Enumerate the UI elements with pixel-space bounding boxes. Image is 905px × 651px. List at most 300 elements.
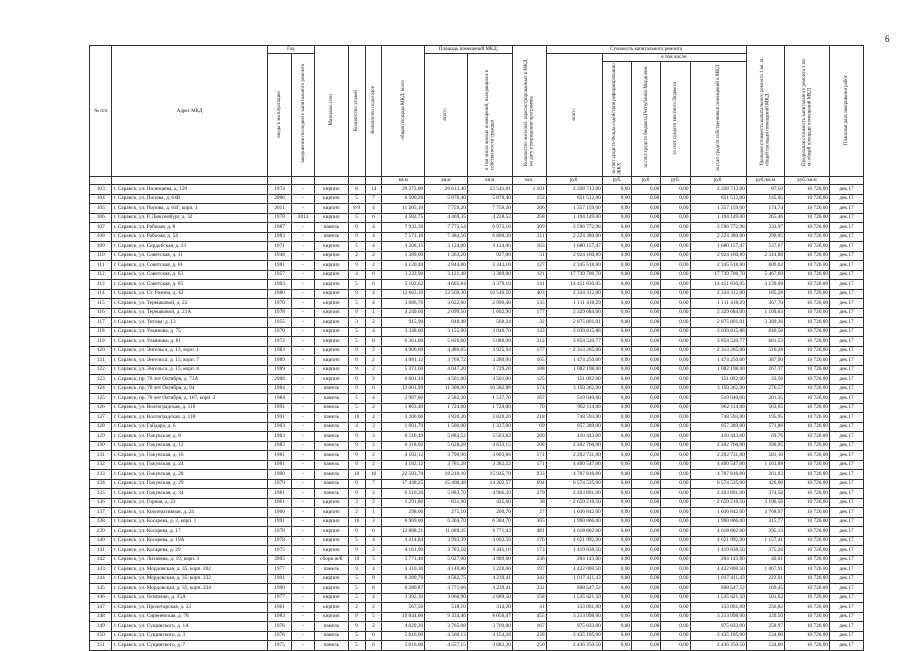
table-cell: 1981	[267, 460, 292, 470]
table-cell: 1 101	[512, 185, 546, 195]
table-cell: 133 061,00	[546, 603, 602, 613]
table-row	[90, 546, 864, 556]
table-cell: 4 469,35	[425, 213, 468, 223]
table-cell: 111	[90, 261, 112, 271]
table-cell: 0,00	[661, 631, 690, 641]
table-cell: кирпич	[314, 546, 348, 556]
table-cell: 10 726,00	[785, 527, 830, 537]
table-cell: г. Саранск, ул. Пролетарская, д. 33	[112, 603, 267, 613]
table-cell: 4 501,00	[425, 375, 468, 385]
unit-cell	[267, 177, 292, 185]
table-cell: 3	[365, 422, 382, 432]
table-cell: 5 771,40	[382, 555, 425, 565]
table-cell: 1 194 149,00	[546, 213, 602, 223]
table-cell: 0,00	[602, 517, 631, 527]
table-cell: 135	[90, 489, 112, 499]
table-cell: 5	[348, 299, 365, 309]
table-cell: кирпич	[314, 346, 348, 356]
table-cell: 121	[512, 270, 546, 280]
unit-cell	[830, 177, 864, 185]
header-total-area-text: общая площадь МКД, всего	[400, 80, 406, 140]
table-cell: 275,10	[425, 508, 468, 518]
table-cell: дек.17	[830, 213, 864, 223]
table-cell: г. Саранск, ул. Терешковой, д. 22	[112, 299, 267, 309]
table-cell: 6 500,20	[382, 194, 425, 204]
table-cell: г. Саранск, ул. Горная, д. 23	[112, 498, 267, 508]
unit-cell	[348, 177, 365, 185]
table-cell: 609,62	[746, 261, 784, 271]
table-cell: кирпич	[314, 242, 348, 252]
table-cell: 10 726,00	[785, 185, 830, 195]
table-cell: 962 114,00	[690, 403, 746, 413]
table-cell: 4	[348, 422, 365, 432]
table-cell: 975 033,00	[690, 622, 746, 632]
table-cell: 2 202 731,00	[690, 451, 746, 461]
unit-cell	[292, 177, 315, 185]
table-cell: 10	[348, 470, 365, 480]
table-cell: -	[292, 603, 315, 613]
table-cell: 1 157,41	[746, 536, 784, 546]
table-cell: 3 086,70	[382, 299, 425, 309]
table-cell: 9	[348, 527, 365, 537]
table-cell: 10 726,00	[785, 194, 830, 204]
table-cell: дек.17	[830, 508, 864, 518]
table-cell: 0,00	[632, 375, 661, 385]
table-cell: 0,00	[661, 327, 690, 337]
table-cell: 2011	[267, 204, 292, 214]
table-cell: 2 202 766,00	[690, 441, 746, 451]
table-cell: 204 143,00	[690, 555, 746, 565]
table-cell: 0,00	[661, 641, 690, 651]
table-cell: 0,00	[661, 498, 690, 508]
table-cell: 1977	[267, 593, 292, 603]
table-row	[90, 403, 864, 413]
table-cell: 3 379,10	[467, 280, 512, 290]
table-cell: 0,00	[632, 641, 661, 651]
table-cell: 151 062,00	[546, 375, 602, 385]
table-cell: панель	[314, 394, 348, 404]
table-cell: 2 596 772,98	[690, 223, 746, 233]
table-cell: 4 422 000,50	[546, 565, 602, 575]
table-cell: 390,95	[746, 441, 784, 451]
table-cell: 4 621 992,00	[690, 536, 746, 546]
table-cell: 563,65	[746, 403, 784, 413]
table-cell: 17 739 706,70	[546, 270, 602, 280]
table-cell: 4	[365, 232, 382, 242]
table-cell: 258	[512, 213, 546, 223]
table-cell: 3	[365, 517, 382, 527]
table-cell: 3 854 520,77	[546, 337, 602, 347]
table-cell: 1981	[267, 261, 292, 271]
table-cell: 136	[90, 498, 112, 508]
table-cell: 1976	[267, 631, 292, 641]
table-cell: 169,45	[746, 584, 784, 594]
table-row	[90, 527, 864, 537]
table-cell: 0,00	[602, 432, 631, 442]
table-cell: 0,00	[632, 555, 661, 565]
table-cell: 305	[512, 517, 546, 527]
table-row	[90, 565, 864, 575]
table-cell: 5	[365, 555, 382, 565]
table-cell: 4 989,60	[467, 555, 512, 565]
table-cell: 857 289,00	[690, 422, 746, 432]
header-cost: Стоимость капитального ремонта	[546, 46, 746, 54]
table-cell: г. Саранск, ул. Советская, д. 65	[112, 280, 267, 290]
table-cell: 195,95	[746, 413, 784, 423]
table-cell: 501,62	[746, 593, 784, 603]
header-cost-all	[546, 54, 602, 177]
table-cell: 7	[365, 194, 382, 204]
table-cell: 410 443,00	[546, 432, 602, 442]
table-cell: 5	[348, 394, 365, 404]
table-cell: 2 039 815,88	[690, 327, 746, 337]
table-cell: -	[292, 261, 315, 271]
table-cell: 2 435 105,00	[546, 631, 602, 641]
table-cell: 1 111 418,29	[690, 299, 746, 309]
table-cell: 6 001,10	[382, 375, 425, 385]
table-cell: дек.17	[830, 574, 864, 584]
unit-cell: кв.м	[382, 177, 425, 185]
table-cell: 0,00	[632, 308, 661, 318]
table-cell: 1 067,91	[746, 565, 784, 575]
table-cell: 8	[365, 584, 382, 594]
table-cell: 5 080,90	[467, 337, 512, 347]
table-cell: 222,01	[746, 574, 784, 584]
table-cell: 3	[365, 441, 382, 451]
table-cell: 4	[365, 536, 382, 546]
table-row	[90, 422, 864, 432]
table-cell: 5	[348, 327, 365, 337]
table-cell: 128	[90, 422, 112, 432]
table-cell: 0,00	[661, 270, 690, 280]
table-cell: 0,00	[602, 413, 631, 423]
table-cell: 9 434,46	[425, 612, 468, 622]
table-cell: дек.17	[830, 327, 864, 337]
table-cell: 1978	[267, 527, 292, 537]
table-row	[90, 631, 864, 641]
table-cell: 5	[348, 631, 365, 641]
table-cell: 0,00	[661, 242, 690, 252]
table-cell: 4 767 816,00	[546, 470, 602, 480]
table-cell: г. Саранск, ул. Гожувская, д. 34	[112, 489, 267, 499]
table-cell: г. Саранск, ул. Энгельса, д. 15, корп. 7	[112, 356, 267, 366]
table-cell: 4 767 816,00	[690, 470, 746, 480]
table-cell: 0,00	[602, 546, 631, 556]
table-cell: 848,48	[425, 318, 468, 328]
table-cell: 5 102,62	[382, 280, 425, 290]
table-cell: 1 724,00	[425, 403, 468, 413]
table-cell: 3 854 520,77	[690, 337, 746, 347]
table-cell: 0,00	[602, 584, 631, 594]
unit-cell: руб.	[546, 177, 602, 185]
table-cell: -	[292, 432, 315, 442]
table-cell: 0,00	[661, 365, 690, 375]
table-cell: 0,00	[632, 356, 661, 366]
table-cell: 1 419 838,50	[546, 546, 602, 556]
table-cell: 455	[512, 612, 546, 622]
table-cell: 1961	[267, 498, 292, 508]
table-cell: г. Саранск, ул. Мордовская, д. 35, корп. 234	[112, 584, 267, 594]
table-cell: 107	[90, 223, 112, 233]
table-cell: 516,28	[746, 346, 784, 356]
table-cell: 123	[90, 375, 112, 385]
table-cell: 3 213 998,00	[690, 612, 746, 622]
table-cell: кирпич	[314, 517, 348, 527]
table-cell: 5	[348, 194, 365, 204]
table-cell: 2	[365, 261, 382, 271]
table-cell: дек.17	[830, 479, 864, 489]
unit-cell: руб.	[661, 177, 690, 185]
table-cell: г. Саранск, ул. Гожувская, д. 24	[112, 460, 267, 470]
table-cell: кирпич	[314, 536, 348, 546]
table-cell: 1 017 411,43	[546, 574, 602, 584]
table-cell: 2 202 731,00	[546, 451, 602, 461]
table-row	[90, 346, 864, 356]
table-cell: 1984	[267, 384, 292, 394]
table-cell: 315,77	[746, 517, 784, 527]
table-cell: г. Саранск, ул. Советская, д. 11	[112, 251, 267, 261]
table-cell: 2 659 218,50	[546, 498, 602, 508]
table-cell: 119	[90, 337, 112, 347]
table-cell: г. Саранск, ул. Осипенко, д. 35А	[112, 593, 267, 603]
table-cell: 0,00	[661, 280, 690, 290]
table-cell: 0,00	[602, 565, 631, 575]
table-row	[90, 384, 864, 394]
table-cell: 4 029,20	[382, 622, 425, 632]
table-cell: 2 924 160,89	[690, 251, 746, 261]
header-entrances	[365, 46, 382, 177]
table-cell: 5 883,70	[425, 489, 468, 499]
table-cell: г. Саранск, ул. Полежаева, д. 120	[112, 185, 267, 195]
table-cell: г. Саранск, ул. Терешковой, д. 21А	[112, 308, 267, 318]
table-cell: 4 633,15	[467, 441, 512, 451]
header-total-area	[382, 46, 425, 177]
table-cell: 5 870,40	[467, 194, 512, 204]
table-cell: 2	[365, 346, 382, 356]
table-cell: 0,00	[632, 584, 661, 594]
table-cell: -	[292, 536, 315, 546]
table-cell: 1 537,70	[467, 394, 512, 404]
table-cell: 6 304,70	[467, 517, 512, 527]
table-cell: 1983	[267, 612, 292, 622]
table-cell: 1 990 806,00	[690, 517, 746, 527]
table-cell: панель	[314, 479, 348, 489]
table-cell: 5	[348, 337, 365, 347]
table-cell: -	[292, 232, 315, 242]
table-cell: 0,00	[661, 337, 690, 347]
table-cell: 6	[365, 527, 382, 537]
table-cell: 3 208,15	[382, 242, 425, 252]
table-cell: 0,00	[661, 261, 690, 271]
table-cell: -	[292, 365, 315, 375]
table-cell: 4	[348, 270, 365, 280]
table-cell: дек.17	[830, 603, 864, 613]
table-cell: 0,00	[602, 555, 631, 565]
table-cell: 1 082 198,00	[690, 365, 746, 375]
table-cell: г. Саранск, ул. Сущинского, д. 3	[112, 631, 267, 641]
table-cell: 1 990 806,00	[546, 517, 602, 527]
table-cell: 0,00	[632, 479, 661, 489]
table-cell: г. Саранск, ул. Р. Люксембург, д. 32	[112, 213, 267, 223]
table-cell: 3 233,90	[382, 270, 425, 280]
table-cell: 5	[348, 403, 365, 413]
header-year-built	[267, 54, 292, 177]
table-cell: 851 512,00	[546, 194, 602, 204]
table-cell: 3 603,66	[467, 451, 512, 461]
table-row	[90, 622, 864, 632]
table-cell: 14 451 830,05	[690, 280, 746, 290]
table-cell: 7 759,20	[467, 204, 512, 214]
table-cell: 10 726,00	[785, 251, 830, 261]
table-cell: 1991	[267, 574, 292, 584]
table-cell: 0,00	[661, 441, 690, 451]
table-cell: 9	[348, 365, 365, 375]
table-cell: 0,00	[632, 394, 661, 404]
table-cell: 0,00	[632, 603, 661, 613]
table-cell: 7 759,20	[425, 204, 468, 214]
table-cell: 2 689,50	[467, 593, 512, 603]
table-row	[90, 584, 864, 594]
table-cell: 0,00	[632, 232, 661, 242]
table-cell: 1989	[267, 356, 292, 366]
table-cell: 10 726,00	[785, 555, 830, 565]
table-cell: 426,90	[746, 479, 784, 489]
header-plan-date	[830, 46, 864, 177]
table-cell: 0,00	[661, 612, 690, 622]
table-cell: 0,00	[661, 593, 690, 603]
table-cell: 3 121,48	[425, 270, 468, 280]
table-cell: дек.17	[830, 641, 864, 651]
table-cell: 2 329 684,00	[690, 308, 746, 318]
table-cell: панель	[314, 422, 348, 432]
table-cell: 26 613,46	[425, 185, 468, 195]
table-cell: 4 582,75	[382, 213, 425, 223]
table-cell: 9	[348, 451, 365, 461]
table-cell: 10 726,00	[785, 270, 830, 280]
table-cell: 851 512,00	[690, 194, 746, 204]
table-cell: 646,56	[746, 327, 784, 337]
table-cell: 4 582,75	[425, 574, 468, 584]
table-cell: г. Саранск, ул. Ульянова, д. 81	[112, 337, 267, 347]
table-cell: -	[292, 555, 315, 565]
table-cell: 0,00	[661, 213, 690, 223]
table-cell: 3 124,00	[425, 242, 468, 252]
table-cell: 1 337,00	[467, 422, 512, 432]
table-cell: 6 280,76	[382, 574, 425, 584]
table-cell: 0,00	[632, 384, 661, 394]
table-cell: 10 546,50	[467, 289, 512, 299]
table-row	[90, 194, 864, 204]
table-cell: г. Саранск, ул. Титова, д. 13	[112, 318, 267, 328]
table-cell: 0,00	[632, 422, 661, 432]
table-cell: 0,00	[602, 242, 631, 252]
table-cell: 0,00	[661, 451, 690, 461]
table-cell: дек.17	[830, 489, 864, 499]
table-cell: 298,00	[382, 508, 425, 518]
table-cell: 0,00	[661, 479, 690, 489]
table-cell: 3 150 362,00	[690, 384, 746, 394]
table-cell: 0,00	[602, 612, 631, 622]
table-row	[90, 394, 864, 404]
table-cell: -	[292, 318, 315, 328]
table-cell: 151	[90, 641, 112, 651]
table-cell: 118	[90, 327, 112, 337]
table-cell: 4 400 547,00	[690, 460, 746, 470]
table-cell: панель	[314, 622, 348, 632]
table-cell: 2	[365, 403, 382, 413]
header-fed-text: за счет средств Фонда содействия реформированию ЖКХ	[611, 63, 622, 174]
table-cell: 0,00	[661, 318, 690, 328]
header-residents-text: Количество жителей, зарегистрированных в МКД на дату утверждения программы	[523, 59, 535, 166]
table-cell: 1 535 421,50	[690, 593, 746, 603]
table-cell: 70	[512, 403, 546, 413]
table-cell: 0,00	[632, 527, 661, 537]
table-cell: г. Саранск, ул. Сиреневская, д. 78	[112, 612, 267, 622]
table-cell: 3 382,22	[467, 460, 512, 470]
table-cell: 8	[365, 574, 382, 584]
table-cell: 1990	[267, 470, 292, 480]
table-cell: 0,00	[661, 508, 690, 518]
table-cell: 3 769,72	[425, 356, 468, 366]
table-row	[90, 251, 864, 261]
table-cell: 8	[348, 185, 365, 195]
table-cell: панель	[314, 641, 348, 651]
table-cell: 10 726,00	[785, 517, 830, 527]
table-cell: 0,00	[661, 489, 690, 499]
table-row	[90, 536, 864, 546]
table-cell: г. Саранск, ул. Рабочая, д. 8	[112, 223, 267, 233]
table-cell: 3 022,60	[425, 299, 468, 309]
table-cell: 2	[365, 413, 382, 423]
table-cell: 1 082 198,00	[546, 365, 602, 375]
table-row	[90, 413, 864, 423]
table-cell: дек.17	[830, 413, 864, 423]
table-cell: панель	[314, 232, 348, 242]
table-cell: 1960	[267, 508, 292, 518]
header-num: № п/п	[90, 46, 112, 177]
table-cell: г. Саранск, ул. Гожувская, д. 28	[112, 470, 267, 480]
table-cell: -	[292, 498, 315, 508]
table-cell: 10 726,00	[785, 337, 830, 347]
table-cell: 4	[365, 204, 382, 214]
table-cell: 0,00	[602, 451, 631, 461]
table-cell: 3 150 362,00	[546, 384, 602, 394]
table-cell: 158	[512, 593, 546, 603]
table-cell: кирпич	[314, 603, 348, 613]
table-cell: 145,05	[746, 194, 784, 204]
table-cell: 1974	[267, 185, 292, 195]
table-cell: 131	[90, 451, 112, 461]
table-cell: 0,00	[632, 299, 661, 309]
table-cell: 2 099,50	[425, 308, 468, 318]
table-cell: 177	[512, 308, 546, 318]
table-cell: 3 220,00	[467, 565, 512, 575]
table-cell: дек.17	[830, 251, 864, 261]
table-cell: 2 875 801,01	[546, 318, 602, 328]
table-cell: 185,28	[746, 289, 784, 299]
header-floors-text: Количество этажей	[353, 89, 359, 131]
table-cell: 915,90	[382, 318, 425, 328]
table-cell: г. Саранск, ул. Косарева, д. 19А	[112, 536, 267, 546]
table-cell: -	[292, 346, 315, 356]
table-cell: -	[292, 403, 315, 413]
header-own-text: за счет средств собственников помещений в МКД	[715, 64, 721, 172]
table-cell: дек.17	[830, 308, 864, 318]
table-cell: 0,00	[661, 517, 690, 527]
table-cell: 0,00	[602, 441, 631, 451]
unit-cell: кв.м	[467, 177, 512, 185]
table-cell: кирпич	[314, 270, 348, 280]
